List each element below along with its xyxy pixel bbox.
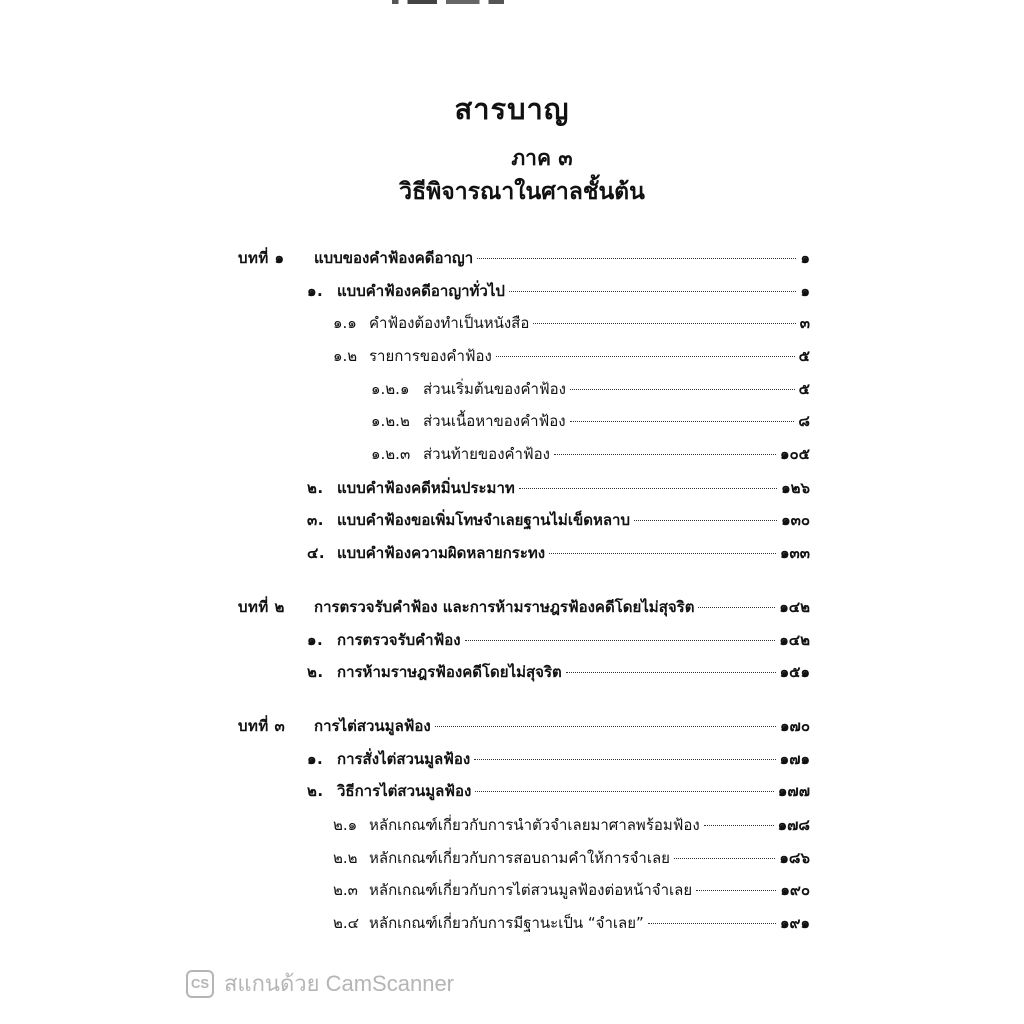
entry-title: ส่วนเริ่มต้นของคำฟ้อง <box>423 380 566 398</box>
scan-edge-artifact <box>392 0 504 4</box>
page-number: ๑๒๖ <box>781 479 810 497</box>
dot-leader <box>474 758 775 760</box>
page-number: ๑๗๐ <box>780 717 810 735</box>
dot-leader <box>496 355 795 357</box>
toc-entry <box>307 662 810 682</box>
toc-entry <box>371 379 810 399</box>
page-number: ๑๙๑ <box>779 914 810 932</box>
toc-entry <box>307 543 810 563</box>
entry-number: ๒.๓ <box>333 881 358 899</box>
page-number: ๑๔๒ <box>779 598 810 616</box>
page-number: ๑๔๒ <box>779 631 810 649</box>
dot-leader <box>533 322 795 324</box>
dot-leader <box>570 388 795 390</box>
toc-entry <box>371 444 810 464</box>
entry-number: ๒.๒ <box>333 849 358 867</box>
entry-number: บทที่ ๒ <box>238 598 285 616</box>
entry-number: ๒. <box>307 663 324 681</box>
entry-title: ส่วนเนื้อหาของคำฟ้อง <box>423 412 566 430</box>
dot-leader <box>696 889 776 891</box>
page-title: สารบาญ <box>454 92 570 126</box>
dot-leader <box>465 639 776 641</box>
entry-title: หลักเกณฑ์เกี่ยวกับการไต่สวนมูลฟ้องต่อหน้าจำเลย <box>369 881 693 899</box>
dot-leader <box>674 857 775 859</box>
dot-leader <box>519 487 777 489</box>
page-number: ๑๐๕ <box>779 445 810 463</box>
entry-number: ๔. <box>307 544 326 562</box>
toc-entry <box>307 510 810 530</box>
page-number: ๕ <box>798 380 810 398</box>
entry-number: บทที่ ๑ <box>238 249 285 267</box>
toc-entry <box>333 346 810 366</box>
dot-leader <box>570 420 795 422</box>
toc-entry <box>371 411 810 431</box>
entry-number: ๒. <box>307 479 324 497</box>
entry-title: แบบคำฟ้องความผิดหลายกระทง <box>337 544 546 562</box>
entry-title: ส่วนท้ายของคำฟ้อง <box>423 445 550 463</box>
entry-number: ๑.๑ <box>333 314 357 332</box>
entry-number: ๑. <box>307 750 324 768</box>
page-number: ๑๓๐ <box>781 511 810 529</box>
dot-leader <box>634 519 777 521</box>
entry-title: หลักเกณฑ์เกี่ยวกับการมีฐานะเป็น “จำเลย” <box>369 914 644 932</box>
toc-entry <box>307 478 810 498</box>
watermark-text: สแกนด้วย CamScanner <box>224 971 455 996</box>
page-number: ๑๗๑ <box>779 750 810 768</box>
entry-number: ๑.๒.๑ <box>371 380 410 398</box>
dot-leader <box>698 606 775 608</box>
page-number: ๕ <box>798 347 810 365</box>
page-number: ๑๘๖ <box>779 849 810 867</box>
entry-number: ๑. <box>307 282 324 300</box>
camscanner-watermark <box>186 966 454 1001</box>
dot-leader <box>477 257 796 259</box>
part-heading: ภาค ๓ <box>511 146 573 170</box>
entry-title: การไต่สวนมูลฟ้อง <box>314 717 431 735</box>
entry-title: แบบคำฟ้องคดีหมิ่นประมาท <box>337 479 515 497</box>
page-number: ๑ <box>800 249 810 267</box>
page-number: ๘ <box>798 412 810 430</box>
entry-title: การตรวจรับคำฟ้อง และการห้ามราษฎรฟ้องคดีโดยไม่สุจริต <box>314 598 695 616</box>
dot-leader <box>435 725 776 727</box>
toc-entry <box>333 815 810 835</box>
dot-leader <box>549 552 776 554</box>
entry-title: รายการของคำฟ้อง <box>369 347 492 365</box>
toc-entry <box>333 880 810 900</box>
entry-number: ๒.๔ <box>333 914 360 932</box>
entry-title: การห้ามราษฎรฟ้องคดีโดยไม่สุจริต <box>337 663 562 681</box>
page-number: ๓ <box>799 314 810 332</box>
toc-entry <box>307 781 810 801</box>
entry-title: การตรวจรับคำฟ้อง <box>337 631 461 649</box>
entry-title: หลักเกณฑ์เกี่ยวกับการสอบถามคำให้การจำเลย <box>369 849 670 867</box>
part-subtitle: วิธีพิจารณาในศาลชั้นต้น <box>399 179 645 205</box>
chapter-entry <box>238 597 810 617</box>
dot-leader <box>566 671 776 673</box>
toc-entry <box>307 281 810 301</box>
entry-title: การสั่งไต่สวนมูลฟ้อง <box>337 750 471 768</box>
entry-title: หลักเกณฑ์เกี่ยวกับการนำตัวจำเลยมาศาลพร้อมฟ้อง <box>369 816 700 834</box>
page-number: ๑๓๓ <box>779 544 810 562</box>
entry-title: วิธีการไต่สวนมูลฟ้อง <box>337 782 472 800</box>
entry-number: ๓. <box>307 511 324 529</box>
toc-entry <box>307 630 810 650</box>
entry-number: ๑.๒.๓ <box>371 445 411 463</box>
page-number: ๑๗๗ <box>777 782 810 800</box>
chapter-entry <box>238 716 810 736</box>
entry-number: ๒. <box>307 782 324 800</box>
entry-number: ๑.๒ <box>333 347 358 365</box>
entry-number: บทที่ ๓ <box>238 717 286 735</box>
entry-title: คำฟ้องต้องทำเป็นหนังสือ <box>369 314 530 332</box>
dot-leader <box>704 824 774 826</box>
entry-title: แบบคำฟ้องคดีอาญาทั่วไป <box>337 282 505 300</box>
dot-leader <box>509 290 797 292</box>
entry-title: แบบของคำฟ้องคดีอาญา <box>314 249 474 267</box>
entry-number: ๑. <box>307 631 324 649</box>
camscanner-logo-icon: CS <box>186 970 214 998</box>
toc-entry <box>333 313 810 333</box>
toc-entry <box>333 848 810 868</box>
entry-number: ๒.๑ <box>333 816 358 834</box>
dot-leader <box>475 790 774 792</box>
dot-leader <box>554 453 776 455</box>
toc-entry <box>333 913 810 933</box>
dot-leader <box>648 922 776 924</box>
entry-number: ๑.๒.๒ <box>371 412 410 430</box>
chapter-entry <box>238 248 810 268</box>
page-number: ๑๗๘ <box>777 816 810 834</box>
page-number: ๑ <box>800 282 810 300</box>
entry-title: แบบคำฟ้องขอเพิ่มโทษจำเลยฐานไม่เข็ดหลาบ <box>337 511 630 529</box>
page-number: ๑๕๑ <box>779 663 810 681</box>
page-number: ๑๙๐ <box>780 881 810 899</box>
toc-entry <box>307 749 810 769</box>
